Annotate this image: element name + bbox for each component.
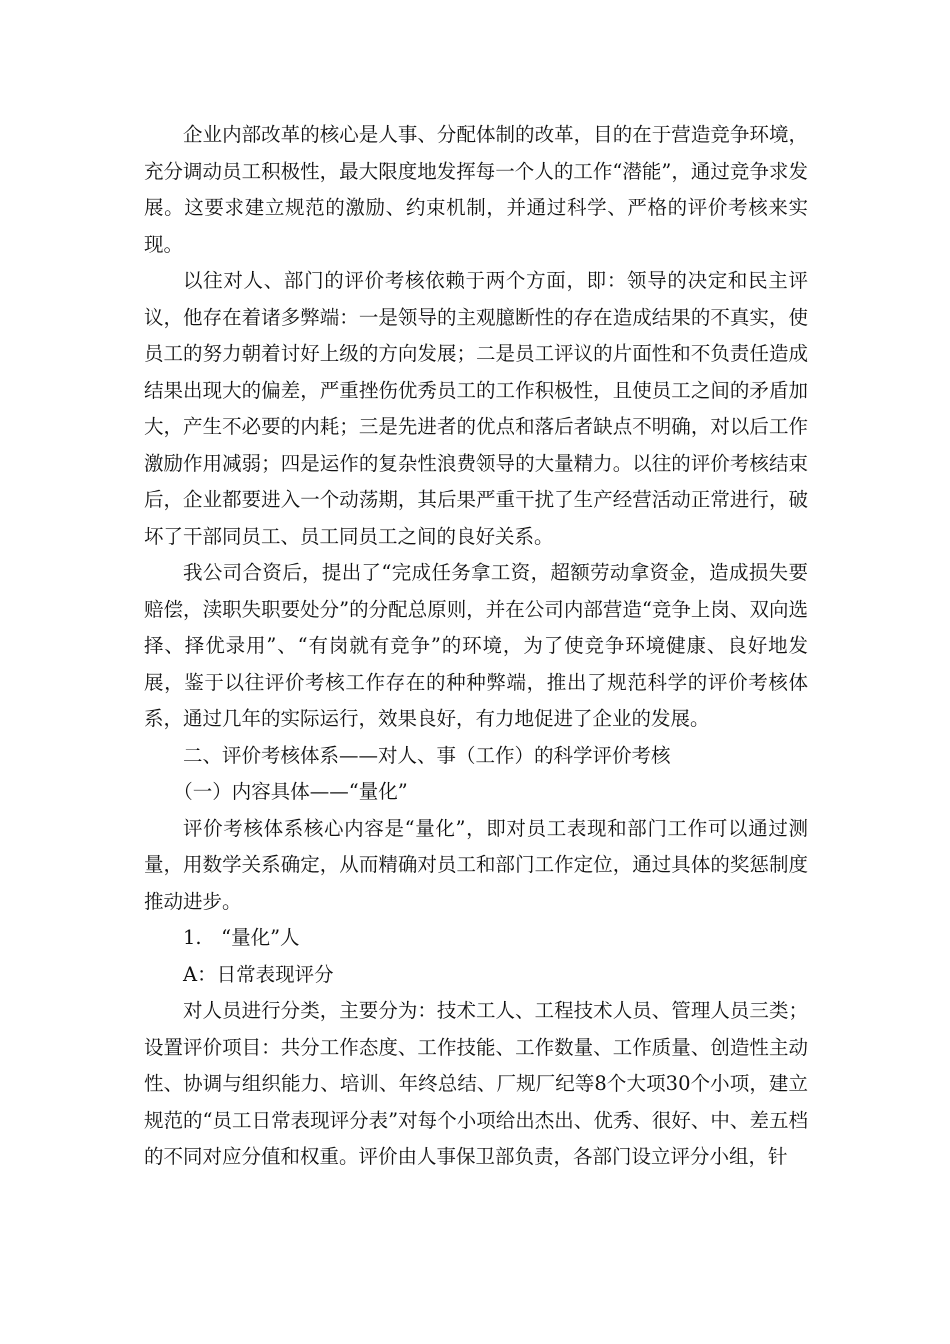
list-item-daily-performance: A：日常表现评分 <box>183 962 334 986</box>
paragraph-reform-core: 企业内部改革的核心是人事、分配体制的改革，目的在于营造竞争环境，充分调动员工积极性，最大限度地发挥每一个人的工作“潜能”，通过竞争求发展。这要求建立规范的激励、约束机制，并通过科学、严格的评价考核来实现。 <box>144 123 808 256</box>
paragraph-quantify: 评价考核体系核心内容是“量化”，即对员工表现和部门工作可以通过测量，用数学关系确定，从而精确对员工和部门工作定位，通过具体的奖惩制度推动进步。 <box>144 816 808 913</box>
document-body <box>144 117 808 1176</box>
paragraph-company-principle: 我公司合资后，提出了“完成任务拿工资，超额劳动拿资金，造成损失要赔偿，渎职失职要处分”的分配总原则，并在公司内部营造“竞争上岗、双向选择、择优录用”、“有岗就有竞争”的环境，为了使竞争环境健康、良好地发展，鉴于以往评价考核工作存在的种种弊端，推出了规范科学的评价考核体系，通过几年的实际运行，效果良好，有力地促进了企业的发展。 <box>144 561 808 730</box>
subsection-heading: （一）内容具体——“量化” <box>173 780 408 803</box>
section-heading: 二、评价考核体系——对人、事（工作）的科学评价考核 <box>183 743 671 767</box>
list-item-quantify-people: 1. “量化”人 <box>183 926 300 949</box>
paragraph-classification: 对人员进行分类，主要分为：技术工人、工程技术人员、管理人员三类；设置评价项目：共分工作态度、工作技能、工作数量、工作质量、创造性主动性、协调与组织能力、培训、年终总结、厂规厂纪等8个大项30个小项，建立规范的“员工日常表现评分表”对每个小项给出杰出、优秀、很好、中、差五档的不同对应分值和权重。评价由人事保卫部负责，各部门设立评分小组，针 <box>144 999 808 1168</box>
paragraph-past-evaluation: 以往对人、部门的评价考核依赖于两个方面，即：领导的决定和民主评议，他存在着诸多弊端：一是领导的主观臆断性的存在造成结果的不真实，使员工的努力朝着讨好上级的方向发展；二是员工评议的片面性和不负责任造成结果出现大的偏差，严重挫伤优秀员工的工作积极性，且使员工之间的矛盾加大，产生不必要的内耗；三是先进者的优点和落后者缺点不明确，对以后工作激励作用减弱；四是运作的复杂性浪费领导的大量精力。以往的评价考核结束后，企业都要进入一个动荡期，其后果严重干扰了生产经营活动正常进行，破坏了干部同员工、员工同员工之间的良好关系。 <box>144 269 808 548</box>
